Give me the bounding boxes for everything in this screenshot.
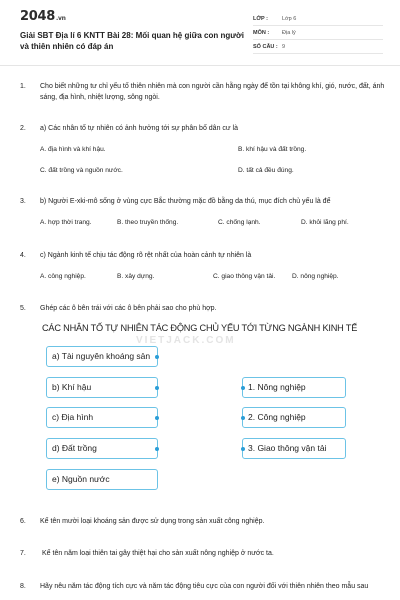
answer-option[interactable]: D. nông nghiệp.	[292, 273, 339, 280]
document-title: Giải SBT Địa lí 6 KNTT Bài 28: Mối quan hệ giữa con người và thiên nhiên có đáp án	[20, 31, 244, 51]
meta-value: 9	[282, 43, 286, 50]
question-7	[20, 548, 385, 560]
page-header	[0, 0, 400, 66]
question-text: Cho biết những tư chỉ yếu tố thiên nhiên mà con người cần hằng ngày để tồn tại không khí, gió, nước, đất, ánh sáng, địa hình, nhiệt lượng, sông ngòi.	[40, 83, 385, 101]
meta-row-count	[253, 40, 383, 54]
answer-option[interactable]: A. hợp thời trang.	[40, 219, 92, 226]
question-text: Ghép các ô bên trái với các ô bên phải sao cho phù hợp.	[40, 305, 217, 312]
answer-option[interactable]: D. khỏi lãng phí.	[301, 219, 349, 226]
site-logo[interactable]	[20, 9, 66, 24]
match-right-item[interactable]	[242, 377, 346, 398]
question-number: 1.	[20, 83, 26, 90]
answer-option[interactable]: B. xây dựng.	[117, 273, 155, 280]
connector-dot[interactable]	[155, 386, 159, 390]
question-text: b) Người E-xki-mô sống ở vùng cực Bắc thường mặc đồ bằng da thú, mục đích chủ yếu là để	[40, 198, 331, 205]
question-2	[20, 123, 385, 183]
question-3	[20, 196, 385, 232]
match-left-item[interactable]	[46, 438, 158, 459]
answer-option[interactable]: A. công nghiệp.	[40, 273, 86, 280]
matching-title: CÁC NHÂN TỐ TỰ NHIÊN TÁC ĐỘNG CHỦ YẾU TỚI TỪNG NGÀNH KINH TẾ	[42, 323, 358, 333]
match-left-item[interactable]	[46, 469, 158, 490]
match-right-item[interactable]	[242, 407, 346, 428]
match-left-label: a) Tài nguyên khoáng sản	[52, 351, 151, 361]
logo-suffix-text: .vn	[55, 15, 66, 22]
meta-row-class	[253, 12, 383, 26]
matching-exercise	[40, 318, 360, 493]
meta-value: Lớp 6	[282, 15, 297, 22]
question-6	[20, 516, 385, 528]
answer-option[interactable]: A. địa hình và khí hậu.	[40, 146, 106, 153]
question-number: 2.	[20, 125, 26, 132]
answer-option[interactable]: C. giao thông vận tải.	[213, 273, 276, 280]
question-5	[20, 303, 385, 315]
question-8	[20, 581, 385, 600]
question-text: Kể tên năm loại thiên tai gây thiệt hại cho sản xuất nông nghiệp ở nước ta.	[42, 550, 274, 557]
meta-key: MÔN :	[253, 29, 270, 36]
match-left-item[interactable]	[46, 346, 158, 367]
meta-value: Địa lý	[282, 29, 296, 36]
question-text: Hãy nêu năm tác động tích cực và năm tác động tiêu cực của con người đối với thiên nhiên theo mẫu sau	[40, 583, 369, 590]
match-left-label: c) Địa hình	[52, 412, 94, 422]
question-4	[20, 250, 385, 286]
answer-option[interactable]: B. khí hậu và đất trồng.	[238, 146, 307, 153]
question-number: 6.	[20, 518, 26, 525]
match-right-label: 2. Công nghiệp	[248, 412, 306, 422]
connector-dot[interactable]	[155, 416, 159, 420]
match-right-label: 1. Nông nghiệp	[248, 382, 306, 392]
connector-dot[interactable]	[241, 386, 245, 390]
answer-option[interactable]: D. tất cả đều đúng.	[238, 167, 294, 174]
meta-key: SỐ CÂU :	[253, 43, 278, 50]
answer-option[interactable]: C. đất trồng và nguồn nước.	[40, 167, 123, 174]
match-right-item[interactable]	[242, 438, 346, 459]
question-text: a) Các nhân tố tự nhiên có ảnh hưởng tới sự phân bố dân cư là	[40, 125, 238, 132]
match-left-label: d) Đất trồng	[52, 443, 97, 453]
question-number: 5.	[20, 305, 26, 312]
question-text: Kể tên mười loại khoáng sản được sử dụng trong sản xuất công nghiệp.	[40, 518, 265, 525]
meta-table	[253, 12, 383, 54]
match-right-label: 3. Giao thông vận tải	[248, 443, 327, 453]
watermark: VIETJACK.COM	[136, 335, 236, 346]
question-number: 8.	[20, 583, 26, 590]
answer-option[interactable]: B. theo truyền thống.	[117, 219, 179, 226]
question-number: 3.	[20, 198, 26, 205]
meta-row-subject	[253, 26, 383, 40]
answer-option[interactable]: C. chống lạnh.	[218, 219, 261, 226]
connector-dot[interactable]	[241, 416, 245, 420]
match-left-item[interactable]	[46, 407, 158, 428]
logo-main-text: 2048	[20, 9, 55, 24]
match-left-label: b) Khí hậu	[52, 382, 92, 392]
meta-key: LỚP :	[253, 15, 268, 22]
question-1	[20, 81, 385, 105]
connector-dot[interactable]	[241, 447, 245, 451]
match-left-label: e) Nguồn nước	[52, 474, 110, 484]
question-number: 7.	[20, 550, 26, 557]
connector-dot[interactable]	[155, 355, 159, 359]
question-text: c) Ngành kinh tế chịu tác động rõ rệt nhất của hoàn cảnh tự nhiên là	[40, 252, 252, 259]
question-number: 4.	[20, 252, 26, 259]
connector-dot[interactable]	[155, 447, 159, 451]
match-left-item[interactable]	[46, 377, 158, 398]
